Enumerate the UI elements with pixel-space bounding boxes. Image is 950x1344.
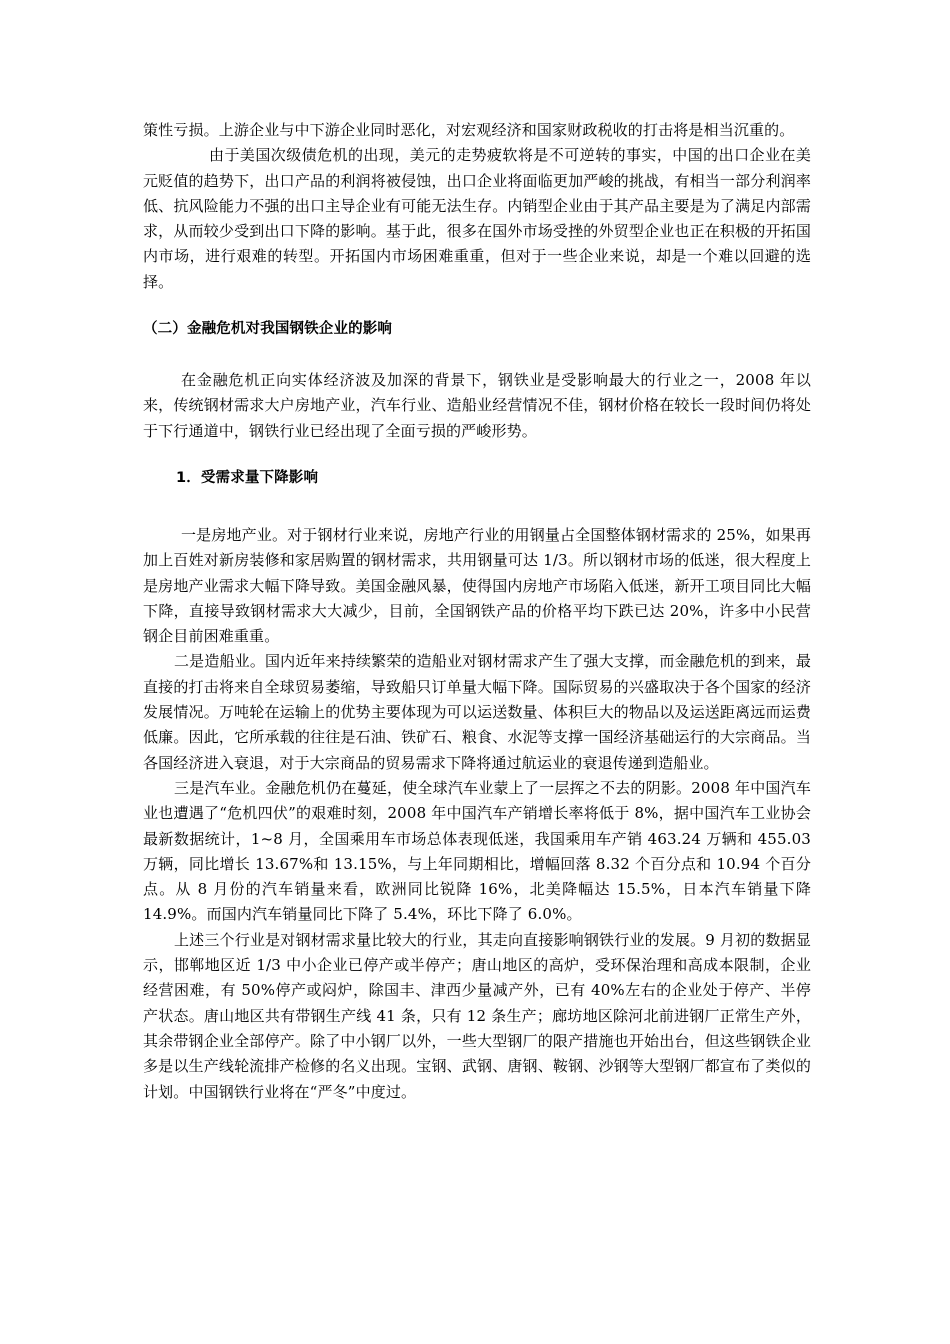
document-page [143, 118, 811, 1105]
paragraph-real-estate: 一是房地产业。对于钢材行业来说，房地产行业的用钢量占全国整体钢材需求的 25%，如果再加上百姓对新房装修和家居购置的钢材需求，共用钢量可达 1/3。所以钢材市场的低迷，很大程度上是房地产业需求大幅下降导致。美国金融风暴，使得国内房地产市场陷入低迷，新开工项目同比大幅下降，直接导致钢材需求大大减少，目前，全国钢铁产品的价格平均下跌已达 20%，许多中小民营钢企目前困难重重。 [143, 525, 811, 646]
paragraph-shipbuilding: 二是造船业。国内近年来持续繁荣的造船业对钢材需求产生了强大支撑，而金融危机的到来，最直接的打击将来自全球贸易萎缩，导致船只订单量大幅下降。国际贸易的兴盛取决于各个国家的经济发展情况。万吨轮在运输上的优势主要体现为可以运送数量、体积巨大的物品以及运送距离远而运费低廉。因此，它所承载的往往是石油、铁矿石、粮食、水泥等支撑一国经济基础运行的大宗商品。当各国经济进入衰退，对于大宗商品的贸易需求下降将通过航运业的衰退传递到造船业。 [143, 652, 811, 772]
paragraph-steel-intro: 在金融危机正向实体经济波及加深的背景下，钢铁业是受影响最大的行业之一，2008 年以来，传统钢材需求大户房地产业，汽车行业、造船业经营情况不佳，钢材价格在较长一段时间仍将处于下行通道中，钢铁行业已经出现了全面亏损的严峻形势。 [143, 371, 811, 440]
paragraph-summary: 上述三个行业是对钢材需求量比较大的行业，其走向直接影响钢铁行业的发展。9 月初的数据显示，邯郸地区近 1/3 中小企业已停产或半停产；唐山地区的高炉，受环保治理和高成本限制，企业经营困难，有 50%停产或闷炉，除国丰、津西少量减产外，已有 40%左右的企业处于停产、半停产状态。唐山地区共有带钢生产线 41 条，只有 12 条生产；廊坊地区除河北前进钢厂正常生产外，其余带钢企业全部停产。除了中小钢厂以外，一些大型钢厂的限产措施也开始出台，但这些钢铁企业多是以生产线轮流排产检修的名义出现。宝钢、武钢、唐钢、鞍钢、沙钢等大型钢厂都宣布了类似的计划。中国钢铁行业将在“严冬”中度过。 [143, 930, 811, 1101]
paragraph-automobile: 三是汽车业。金融危机仍在蔓延，使全球汽车业蒙上了一层挥之不去的阴影。2008 年中国汽车业也遭遇了“危机四伏”的艰难时刻，2008 年中国汽车产销增长率将低于 8%，据中国汽车工业协会最新数据统计，1~8 月，全国乘用车市场总体表现低迷，我国乘用车产销 463.24 万辆和 455.03 万辆，同比增长 13.67%和 13.15%，与上年同期相比，增幅回落 8.32 个百分点和 10.94 个百分点。从 8 月份的汽车销量来看，欧洲同比锐降 16%，北美降幅达 15.5%，日本汽车销量下降 14.9%。而国内汽车销量同比下降了 5.4%，环比下降了 6.0%。 [143, 778, 811, 924]
paragraph-dollar-trend: 由于美国次级债危机的出现，美元的走势疲软将是不可逆转的事实，中国的出口企业在美元贬值的趋势下，出口产品的利润将被侵蚀，出口企业将面临更加严峻的挑战，有相当一部分利润率低、抗风险能力不强的出口主导企业有可能无法生存。内销型企业由于其产品主要是为了满足内部需求，从而较少受到出口下降的影响。基于此，很多在国外市场受挫的外贸型企业也正在积极的开拓国内市场，进行艰难的转型。开拓国内市场困难重重，但对于一些企业来说，却是一个难以回避的选择。 [143, 146, 811, 291]
paragraph-continuation: 策性亏损。上游企业与中下游企业同时恶化，对宏观经济和国家财政税收的打击将是相当沉重的。 [143, 121, 795, 139]
section-heading: （二）金融危机对我国钢铁企业的影响 [143, 321, 393, 338]
subsection-heading: 1．受需求量下降影响 [176, 469, 319, 486]
